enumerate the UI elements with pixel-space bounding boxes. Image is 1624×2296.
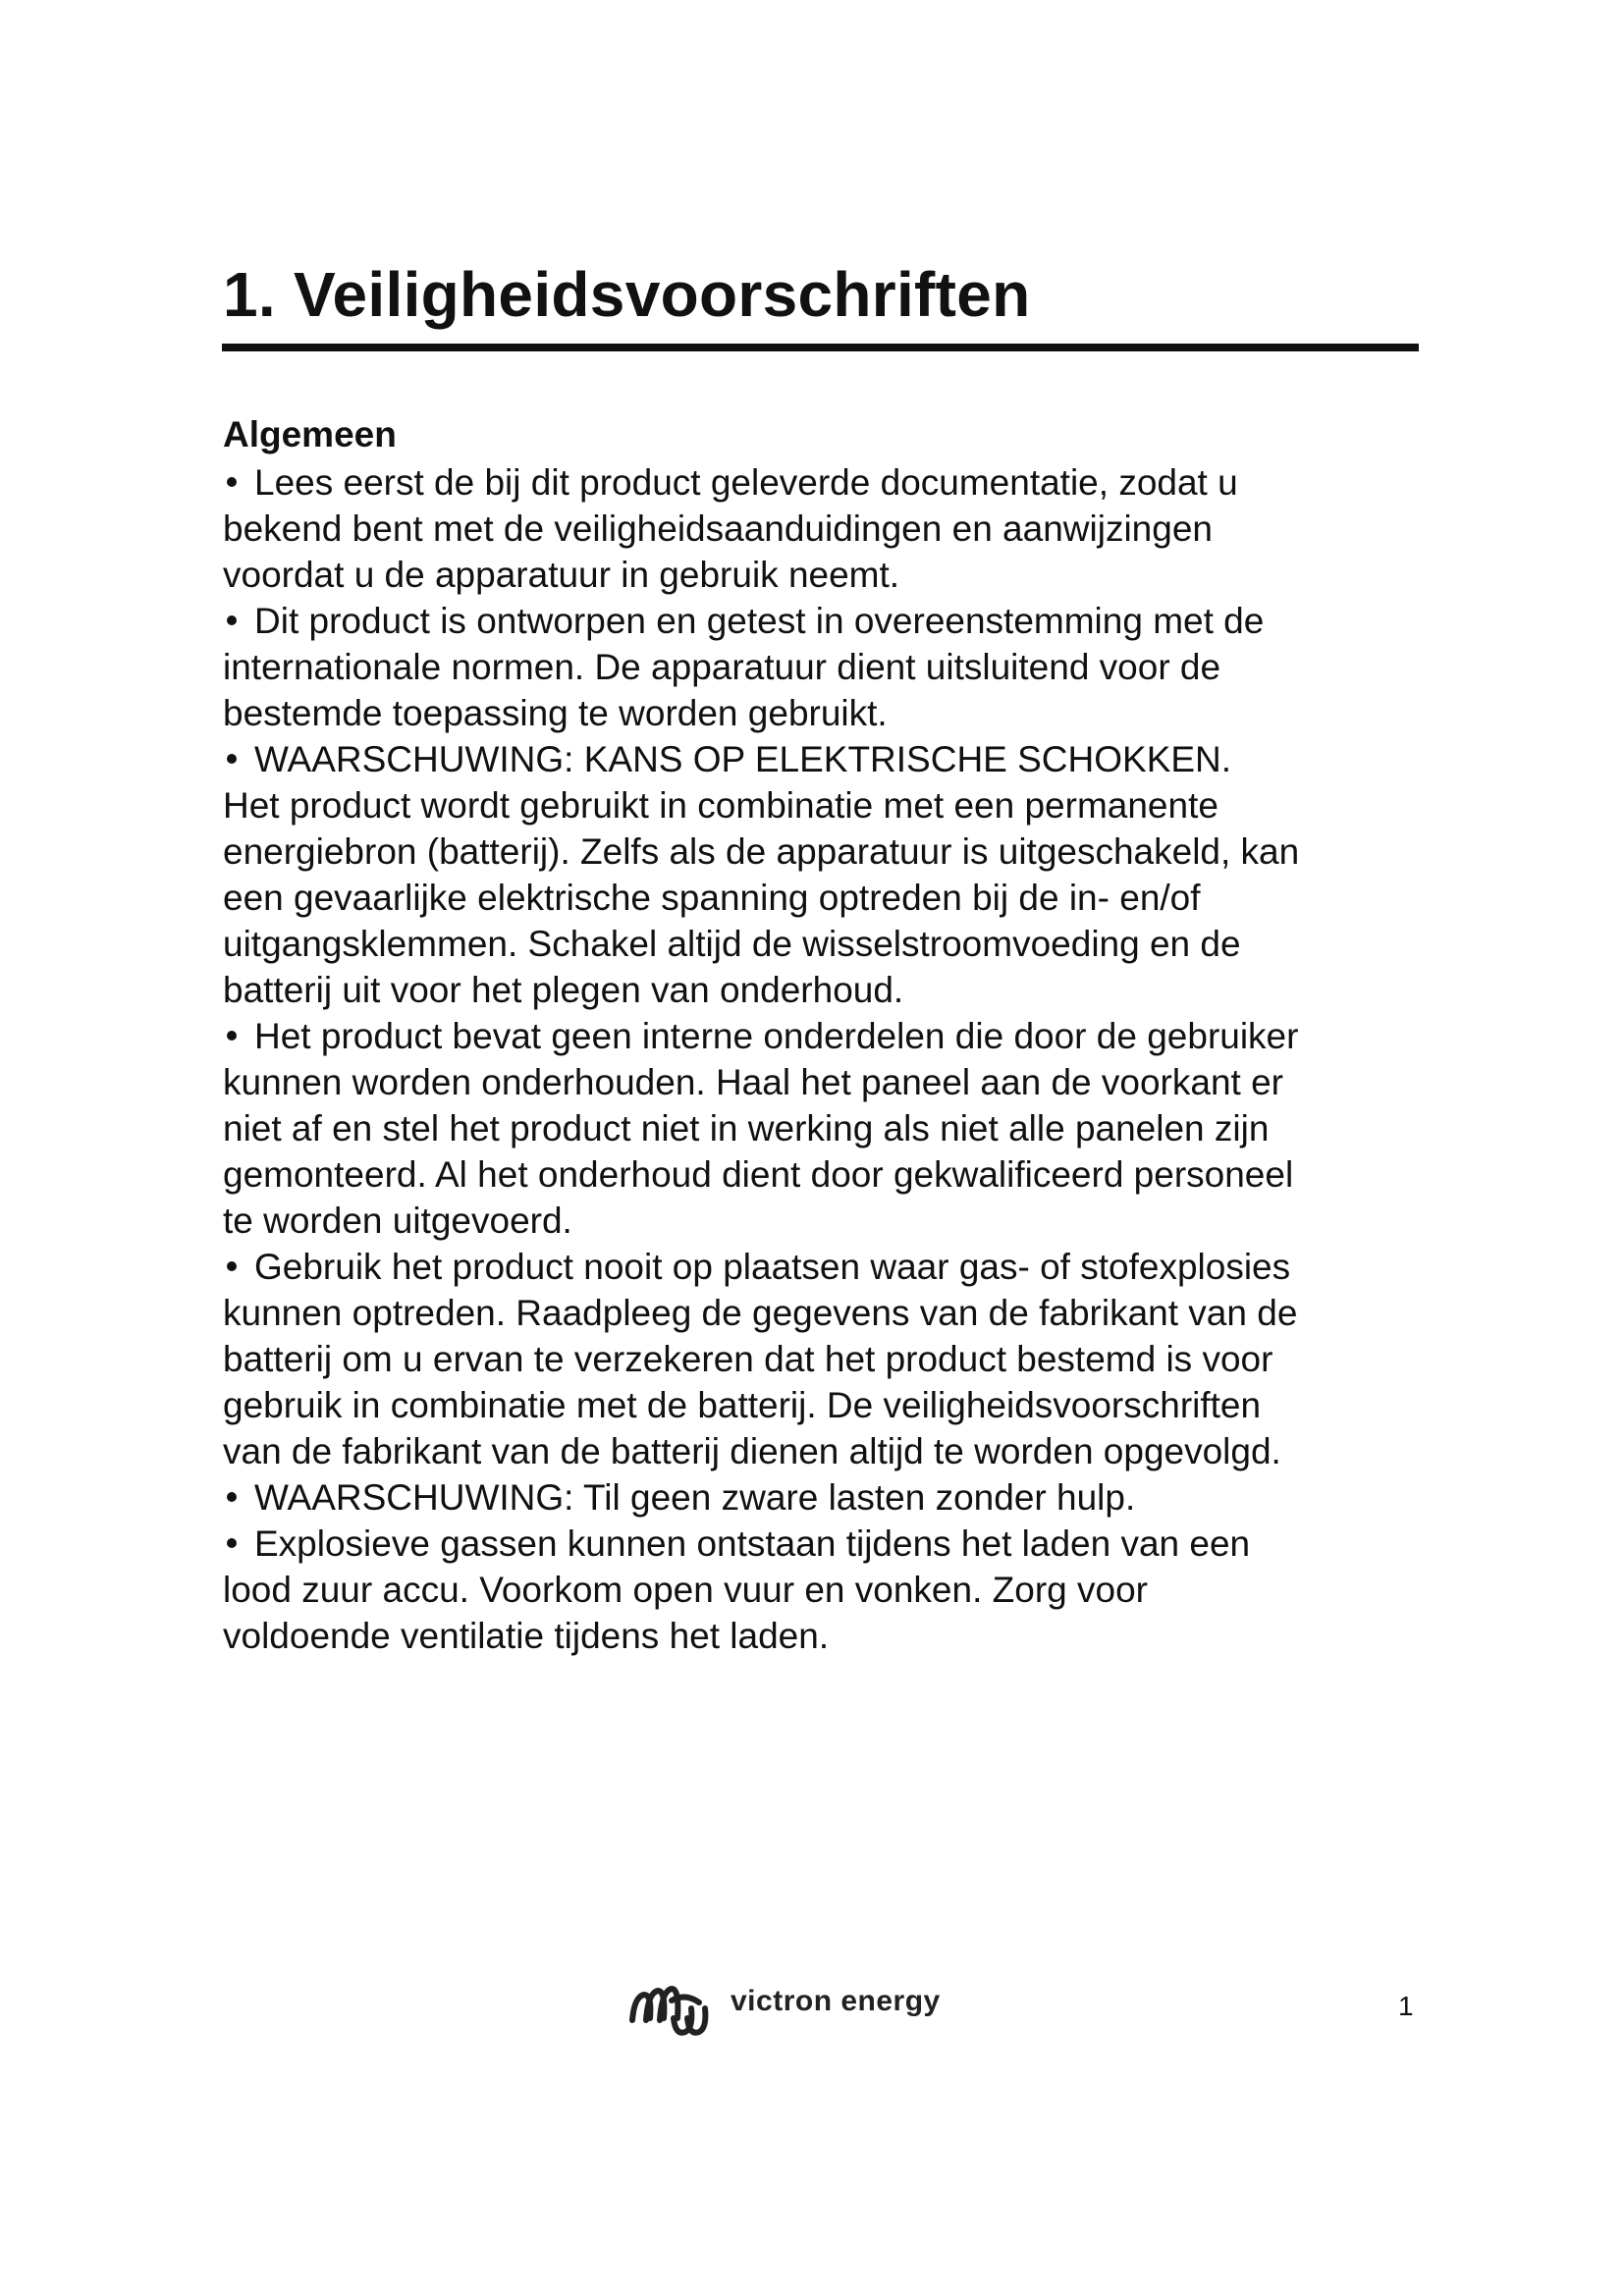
- page-title: 1. Veiligheidsvoorschriften: [223, 259, 1031, 330]
- paragraph-line: [223, 1290, 1426, 1336]
- line-text: internationale normen. De apparatuur dient uitsluitend voor de: [223, 647, 1221, 687]
- paragraph-line: [223, 1521, 1426, 1567]
- section-general: [223, 410, 1426, 1659]
- bullet-icon: [223, 1521, 254, 1567]
- bullet-icon: [223, 1013, 254, 1059]
- paragraph-line: [223, 644, 1426, 690]
- line-text: niet af en stel het product niet in werking als niet alle panelen zijn: [223, 1108, 1270, 1148]
- line-text: energiebron (batterij). Zelfs als de apparatuur is uitgeschakeld, kan: [223, 831, 1300, 872]
- paragraph-line: [223, 598, 1426, 644]
- page-number: 1: [1398, 1991, 1414, 2021]
- line-text: voldoende ventilatie tijdens het laden.: [223, 1616, 830, 1656]
- victron-coil-logo-icon: [626, 1979, 721, 2038]
- line-text: lood zuur accu. Voorkom open vuur en vonken. Zorg voor: [223, 1570, 1148, 1610]
- paragraph-line: [223, 828, 1426, 875]
- bullet-paragraph: [223, 1013, 1426, 1244]
- line-text: gemonteerd. Al het onderhoud dient door gekwalificeerd personeel: [223, 1154, 1294, 1195]
- line-text: van de fabrikant van de batterij dienen altijd te worden opgevolgd.: [223, 1431, 1281, 1471]
- paragraph-line: [223, 1474, 1426, 1521]
- line-text: WAARSCHUWING: Til geen zware lasten zonder hulp.: [254, 1477, 1136, 1518]
- paragraph-line: [223, 1567, 1426, 1613]
- paragraph-line: [223, 1151, 1426, 1198]
- line-text: een gevaarlijke elektrische spanning optreden bij de in- en/of: [223, 878, 1201, 918]
- bullet-icon: [223, 459, 254, 506]
- line-text: Het product bevat geen interne onderdelen die door de gebruiker: [254, 1016, 1299, 1056]
- paragraph-line: [223, 1013, 1426, 1059]
- brand-name: victron energy: [731, 1985, 941, 2017]
- line-text: gebruik in combinatie met de batterij. De veiligheidsvoorschriften: [223, 1385, 1262, 1425]
- paragraph-line: [223, 1428, 1426, 1474]
- line-text: voordat u de apparatuur in gebruik neemt.: [223, 555, 900, 595]
- bullet-icon: [223, 1474, 254, 1521]
- line-text: Lees eerst de bij dit product geleverde documentatie, zodat u: [254, 462, 1238, 503]
- paragraph-line: [223, 1198, 1426, 1244]
- paragraph-line: [223, 459, 1426, 506]
- bullet-icon: [223, 598, 254, 644]
- line-text: kunnen optreden. Raadpleeg de gegevens van de fabrikant van de: [223, 1293, 1298, 1333]
- paragraph-line: [223, 1059, 1426, 1105]
- bullet-paragraph: [223, 736, 1426, 1013]
- line-text: WAARSCHUWING: KANS OP ELEKTRISCHE SCHOKKEN.: [254, 739, 1232, 779]
- line-text: bestemde toepassing te worden gebruikt.: [223, 693, 888, 733]
- line-text: Gebruik het product nooit op plaatsen waar gas- of stofexplosies: [254, 1247, 1291, 1287]
- paragraph-line: [223, 921, 1426, 967]
- paragraph-line: [223, 1336, 1426, 1382]
- brand-logo: [626, 1979, 941, 2038]
- paragraph-line: [223, 1382, 1426, 1428]
- line-text: Dit product is ontworpen en getest in overeenstemming met de: [254, 601, 1265, 641]
- paragraph-list: [223, 459, 1426, 1659]
- paragraph-line: [223, 1613, 1426, 1659]
- line-text: te worden uitgevoerd.: [223, 1201, 572, 1241]
- paragraph-line: [223, 1105, 1426, 1151]
- paragraph-line: [223, 1244, 1426, 1290]
- paragraph-line: [223, 690, 1426, 736]
- paragraph-line: [223, 875, 1426, 921]
- bullet-icon: [223, 1244, 254, 1290]
- bullet-paragraph: [223, 1474, 1426, 1521]
- bullet-paragraph: [223, 1244, 1426, 1474]
- bullet-icon: [223, 736, 254, 782]
- paragraph-line: [223, 736, 1426, 782]
- paragraph-line: [223, 552, 1426, 598]
- bullet-paragraph: [223, 1521, 1426, 1659]
- line-text: batterij uit voor het plegen van onderhoud.: [223, 970, 904, 1010]
- paragraph-line: [223, 782, 1426, 828]
- title-underline-rule: [222, 344, 1419, 351]
- line-text: uitgangsklemmen. Schakel altijd de wisselstroomvoeding en de: [223, 924, 1241, 964]
- line-text: Explosieve gassen kunnen ontstaan tijdens het laden van een: [254, 1523, 1251, 1564]
- line-text: kunnen worden onderhouden. Haal het paneel aan de voorkant er: [223, 1062, 1283, 1102]
- bullet-paragraph: [223, 598, 1426, 736]
- paragraph-line: [223, 967, 1426, 1013]
- line-text: Het product wordt gebruikt in combinatie met een permanente: [223, 785, 1218, 826]
- paragraph-line: [223, 506, 1426, 552]
- section-heading: Algemeen: [223, 414, 397, 454]
- line-text: bekend bent met de veiligheidsaanduidingen en aanwijzingen: [223, 508, 1213, 549]
- bullet-paragraph: [223, 459, 1426, 598]
- line-text: batterij om u ervan te verzekeren dat het product bestemd is voor: [223, 1339, 1273, 1379]
